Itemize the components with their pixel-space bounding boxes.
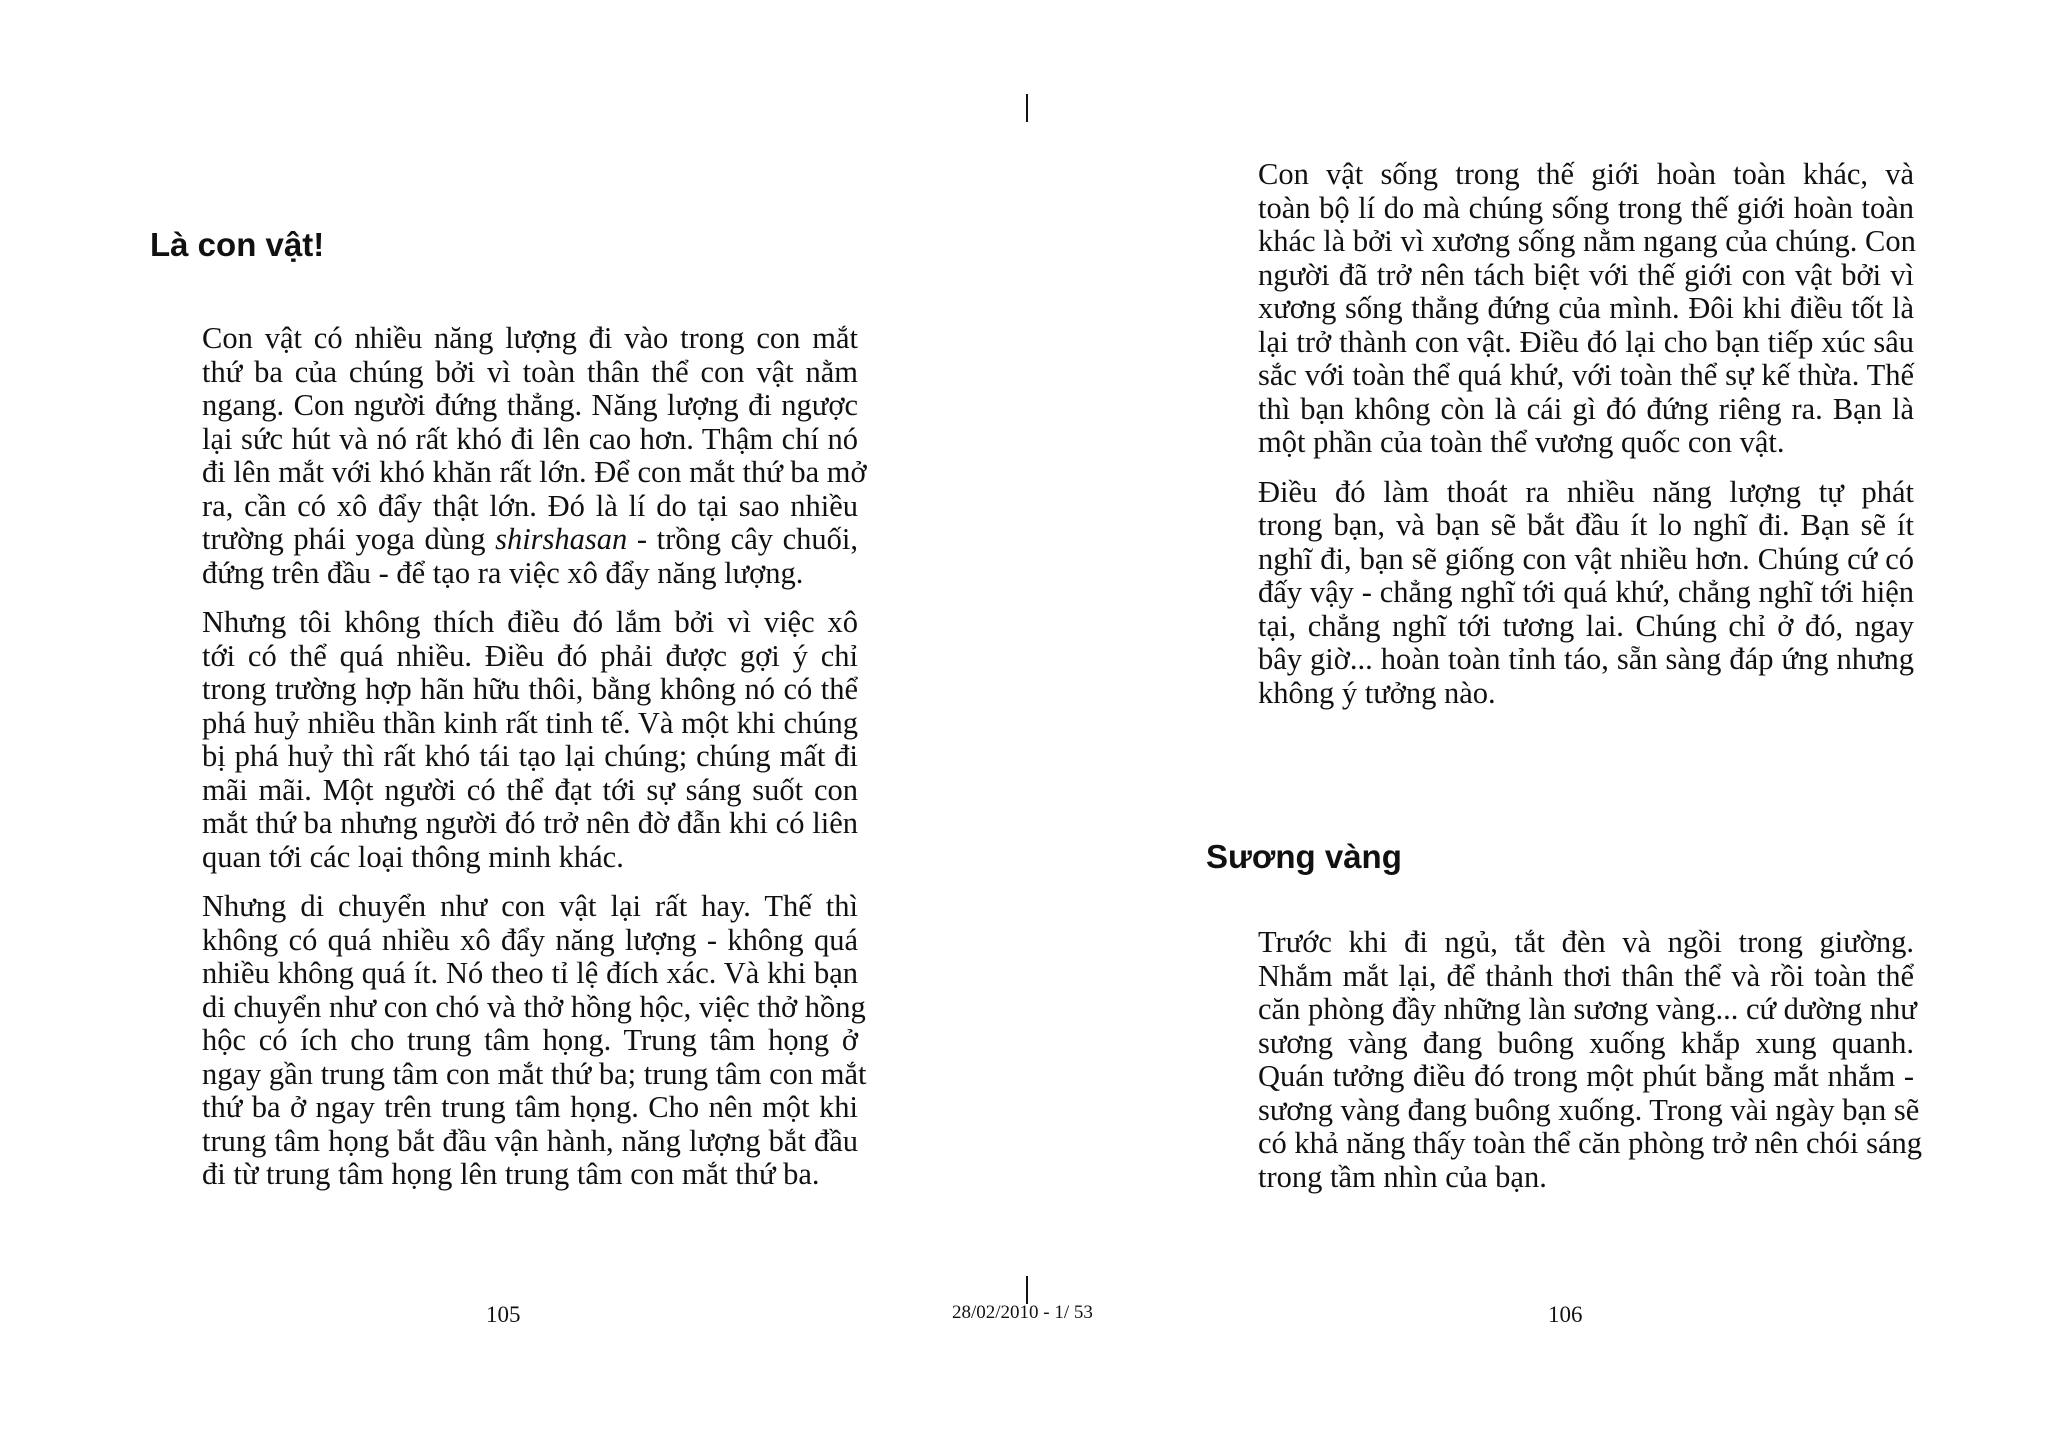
text-line: thứ ba ở ngay trên trung tâm họng. Cho nên một khi <box>202 1090 858 1124</box>
text-line: lại trở thành con vật. Điều đó lại cho bạn tiếp xúc sâu <box>1258 324 1914 359</box>
paragraph <box>150 889 867 1192</box>
text-line: đứng trên đầu - để tạo ra việc xô đẩy năng lượng. <box>202 555 804 590</box>
chapter-heading: Là con vật! <box>150 226 325 263</box>
text-segment: trường phái yoga dùng <box>202 522 496 556</box>
text-line: đi lên mắt với khó khăn rất lớn. Để con mắt thứ ba mở <box>202 455 867 489</box>
text-line: tại, chẳng nghĩ tới tương lai. Chúng chỉ ở đó, ngay <box>1258 608 1914 643</box>
text-line: không có quá nhiều xô đẩy năng lượng - không quá <box>202 922 858 957</box>
text-line: bị phá huỷ thì rất khó tái tạo lại chúng; chúng mất đi <box>202 739 858 773</box>
crop-mark-top <box>1026 94 1028 122</box>
page-number: 106 <box>1548 1302 1583 1327</box>
text-line: tới có thể quá nhiều. Điều đó phải được gợi ý chỉ <box>202 638 858 673</box>
text-line: thứ ba của chúng bởi vì toàn thân thể con vật nằm <box>202 354 858 389</box>
text-line-with-italic <box>150 523 858 557</box>
text-line: lại sức hút và nó rất khó đi lên cao hơn. Thậm chí nó <box>202 421 858 456</box>
text-line: đi từ trung tâm họng lên trung tâm con mắt thứ ba. <box>202 1157 820 1191</box>
text-line: trong trường hợp hãn hữu thôi, bằng không nó có thể <box>202 672 858 706</box>
text-line: bây giờ... hoàn toàn tỉnh táo, sẵn sàng đáp ứng nhưng <box>1258 642 1914 676</box>
text-line: ra, cần có xô đẩy thật lớn. Đó là lí do tại sao nhiều <box>202 488 858 523</box>
paragraph <box>1206 925 1923 1194</box>
text-line: di chuyển như con chó và thở hồng hộc, việc thở hồng <box>202 989 866 1024</box>
right-text-block-2 <box>1206 925 1923 1210</box>
text-line: hộc có ích cho trung tâm họng. Trung tâm họng ở <box>202 1023 858 1057</box>
text-line: một phần của toàn thể vương quốc con vật. <box>1258 425 1785 459</box>
text-line: Nhưng di chuyển như con vật lại rất hay. Thế thì <box>202 889 858 923</box>
text-line: sương vàng đang buông xuống khắp xung quanh. <box>1258 1025 1914 1060</box>
text-line: trong tầm nhìn của bạn. <box>1258 1159 1547 1194</box>
text-line: sương vàng đang buông xuống. Trong vài ngày bạn sẽ <box>1258 1092 1920 1127</box>
text-line: Con vật sống trong thế giới hoàn toàn khác, và <box>1258 157 1914 191</box>
crop-mark-bottom <box>1026 1276 1028 1304</box>
text-line: ngay gần trung tâm con mắt thứ ba; trung tâm con mắt <box>202 1056 867 1091</box>
text-line: Nhắm mắt lại, để thảnh thơi thân thể và rồi toàn thể <box>1258 958 1914 993</box>
text-line: thì bạn không còn là cái gì đó đứng riêng ra. Bạn là <box>1258 391 1914 426</box>
text-line: Con vật có nhiều năng lượng đi vào trong con mắt <box>202 321 858 355</box>
text-line: Điều đó làm thoát ra nhiều năng lượng tự phát <box>1258 474 1914 509</box>
right-text-block-1 <box>1206 158 1914 726</box>
paragraph <box>1206 476 1914 711</box>
text-line: Quán tưởng điều đó trong một phút bằng mắt nhắm - <box>1258 1059 1914 1093</box>
text-line: Trước khi đi ngủ, tắt đèn và ngồi trong giường. <box>1258 925 1914 959</box>
paragraph <box>1206 158 1914 460</box>
text-line: mãi mãi. Một người có thể đạt tới sự sáng suốt con <box>202 772 858 807</box>
italic-term: shirshasan <box>495 522 628 556</box>
text-line: căn phòng đầy những làn sương vàng... cứ dường như <box>1258 992 1917 1026</box>
text-line: phá huỷ nhiều thần kinh rất tinh tế. Và một khi chúng <box>202 705 858 740</box>
text-line: sắc với toàn thể quá khứ, với toàn thể sự kế thừa. Thế <box>1258 358 1914 392</box>
text-line: có khả năng thấy toàn thể căn phòng trở nên chói sáng <box>1258 1126 1923 1160</box>
text-line: ngang. Con người đứng thẳng. Năng lượng đi ngược <box>202 388 858 422</box>
page-number: 105 <box>486 1302 521 1327</box>
section-heading: Sương vàng <box>1206 838 1402 875</box>
print-date-footer: 28/02/2010 - 1/ 53 <box>952 1302 1093 1323</box>
text-line: toàn bộ lí do mà chúng sống trong thế giới hoàn toàn <box>1258 190 1914 225</box>
text-line: Nhưng tôi không thích điều đó lắm bởi vì việc xô <box>202 605 858 639</box>
text-line: người đã trở nên tách biệt với thế giới con vật bởi vì <box>1258 257 1914 292</box>
text-segment: - trồng cây chuối, <box>627 522 859 556</box>
text-line: mắt thứ ba nhưng người đó trở nên đờ đẫn khi có liên <box>202 806 858 840</box>
text-line: trung tâm họng bắt đầu vận hành, năng lượng bắt đầu <box>202 1123 858 1158</box>
paragraph <box>150 321 867 590</box>
left-text-block <box>150 321 867 1208</box>
text-line: quan tới các loại thông minh khác. <box>202 839 624 874</box>
text-line: khác là bởi vì xương sống nằm ngang của chúng. Con <box>1258 224 1916 258</box>
paragraph <box>150 606 858 874</box>
text-line: đấy vậy - chẳng nghĩ tới quá khứ, chẳng nghĩ tới hiện <box>1258 575 1914 609</box>
text-line: nhiều không quá ít. Nó theo tỉ lệ đích xác. Và khi bạn <box>202 956 858 990</box>
text-line: xương sống thẳng đứng của mình. Đôi khi điều tốt là <box>1258 291 1914 325</box>
text-line: không ý tưởng nào. <box>1258 675 1496 710</box>
text-line: trong bạn, và bạn sẽ bắt đầu ít lo nghĩ đi. Bạn sẽ ít <box>1258 508 1914 542</box>
text-line: nghĩ đi, bạn sẽ giống con vật nhiều hơn. Chúng cứ có <box>1258 541 1914 576</box>
